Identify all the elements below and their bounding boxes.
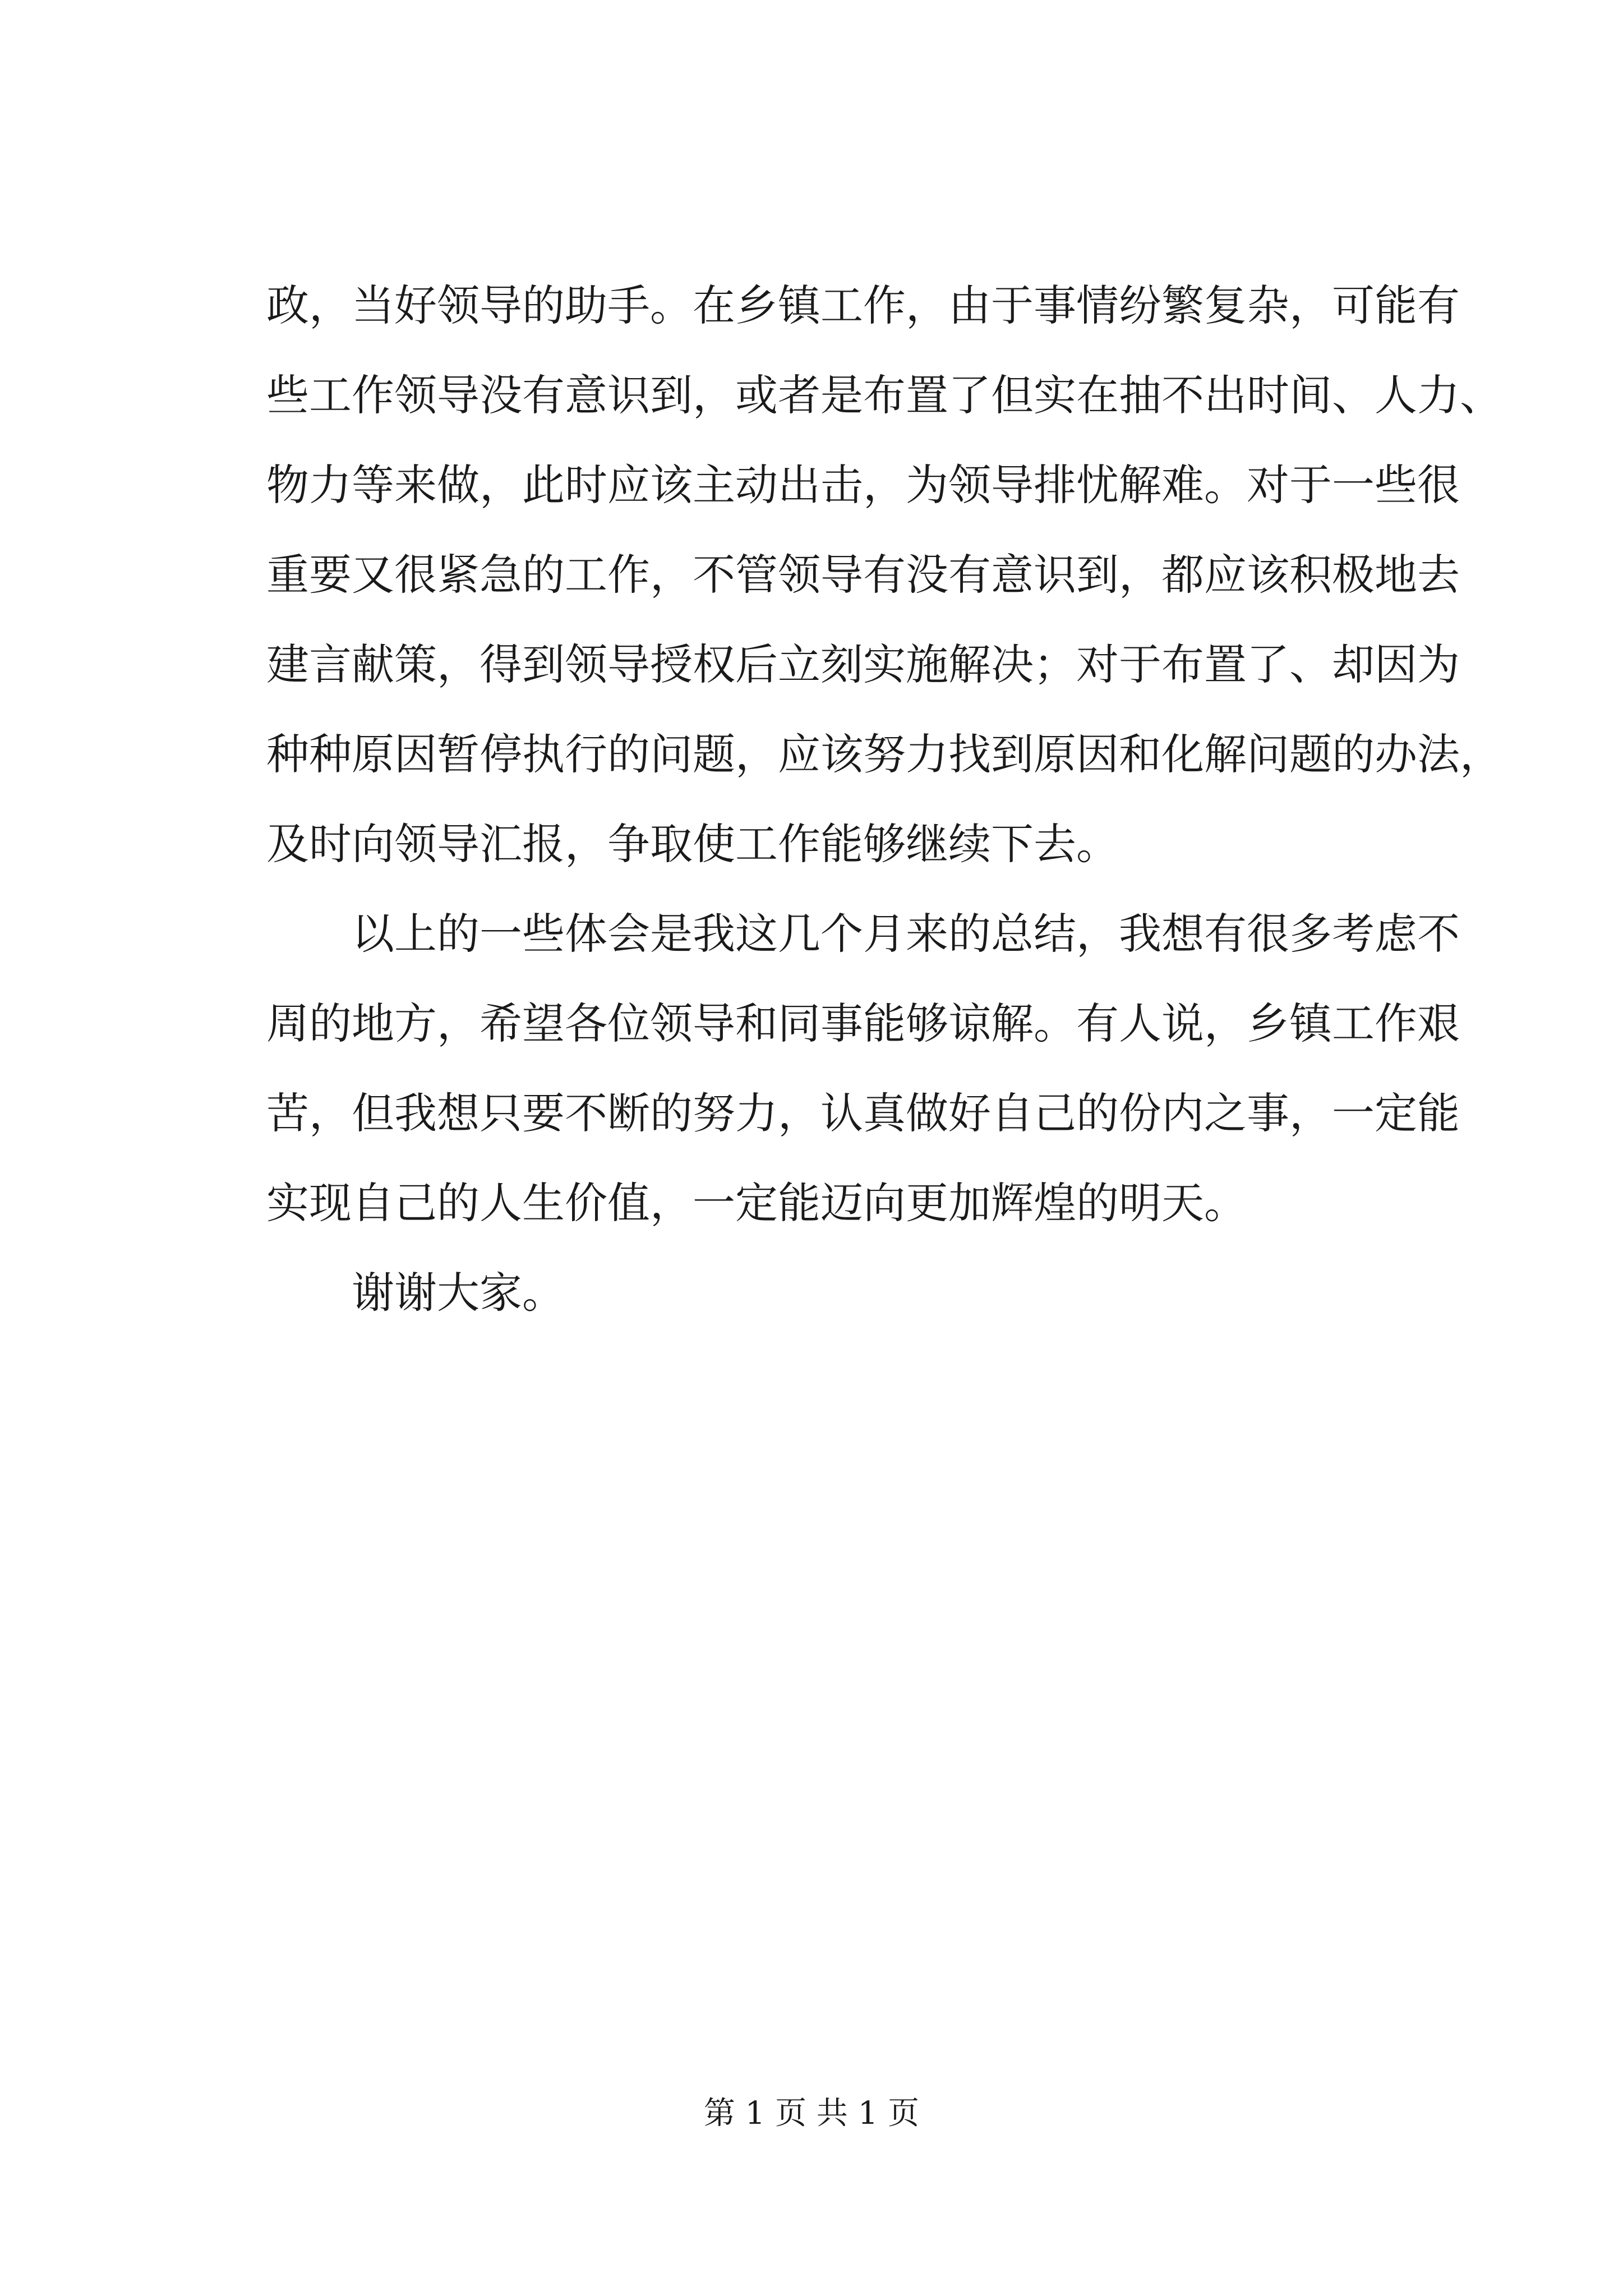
text-line: 重要又很紧急的工作，不管领导有没有意识到，都应该积极地去	[266, 550, 1460, 600]
page-number-footer: 第 1 页 共 1 页	[703, 2095, 920, 2132]
text-line: 实现自己的人生价值，一定能迈向更加辉煌的明天。	[266, 1178, 1247, 1228]
text-line: 及时向领导汇报，争取使工作能够继续下去。	[266, 819, 1119, 869]
closing-line: 谢谢大家。	[352, 1268, 565, 1318]
paragraph-first-line: 以上的一些体会是我这几个月来的总结，我想有很多考虑不	[352, 909, 1460, 959]
text-line: 政，当好领导的助手。在乡镇工作，由于事情纷繁复杂，可能有	[266, 280, 1460, 330]
text-line: 苦，但我想只要不断的努力，认真做好自己的份内之事，一定能	[266, 1088, 1460, 1138]
text-line: 种种原因暂停执行的问题，应该努力找到原因和化解问题的办法，	[266, 729, 1502, 779]
text-line: 物力等来做，此时应该主动出击，为领导排忧解难。对于一些很	[266, 460, 1460, 510]
text-line: 建言献策，得到领导授权后立刻实施解决；对于布置了、却因为	[266, 639, 1460, 689]
text-line: 些工作领导没有意识到，或者是布置了但实在抽不出时间、人力、	[266, 370, 1502, 420]
text-line: 周的地方，希望各位领导和同事能够谅解。有人说，乡镇工作艰	[266, 999, 1460, 1048]
